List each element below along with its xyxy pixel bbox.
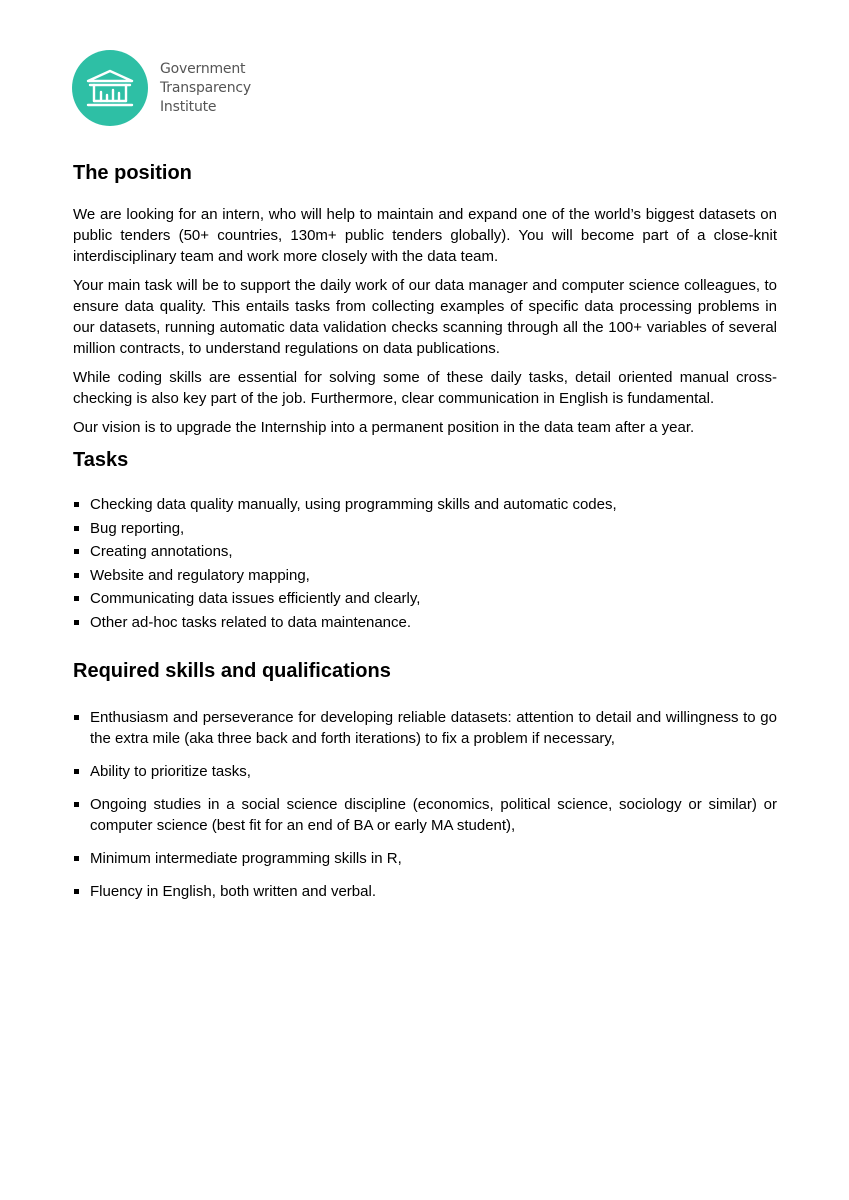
section-heading-position: The position: [73, 162, 192, 184]
tasks-list: [73, 494, 777, 633]
position-paragraph-4: Our vision is to upgrade the Internship into a permanent position in the data team after a year.: [73, 419, 695, 436]
task-item: Other ad-hoc tasks related to data maintenance.: [73, 612, 777, 633]
org-name-line-1: Government: [160, 60, 246, 77]
task-item: Website and regulatory mapping,: [73, 565, 777, 586]
skill-item: Ongoing studies in a social science discipline (economics, political science, sociology or similar) or computer science (best fit for an end of BA or early MA student),: [73, 794, 777, 836]
document-body: [73, 160, 777, 914]
skills-list: [73, 707, 777, 902]
skill-item: Minimum intermediate programming skills in R,: [73, 848, 777, 869]
section-heading-tasks: Tasks: [73, 449, 129, 471]
task-item: Checking data quality manually, using programming skills and automatic codes,: [73, 494, 777, 515]
task-item: Bug reporting,: [73, 518, 777, 539]
org-name-line-2: Transparency: [160, 79, 251, 96]
skill-item: Fluency in English, both written and verbal.: [73, 881, 777, 902]
organization-name: [160, 60, 251, 117]
task-item: Communicating data issues efficiently and clearly,: [73, 588, 777, 609]
skill-item: Enthusiasm and perseverance for developing reliable datasets: attention to detail and willingness to go the extra mile (aka three back and forth iterations) to fix a problem if necessary,: [73, 707, 777, 749]
position-paragraph-2: Your main task will be to support the daily work of our data manager and computer science colleagues, to ensure data quality. This entails tasks from collecting examples of specific data processing problems in our datasets, running automatic data validation checks scanning through all the 100+ variables of several million contracts, to understand regulations on data publications.: [73, 277, 777, 357]
position-paragraph-1: We are looking for an intern, who will help to maintain and expand one of the world’s biggest datasets on public tenders (50+ countries, 130m+ public tenders globally). You will become part of a close-knit interdisciplinary team and work more closely with the data team.: [73, 206, 777, 265]
task-item: Creating annotations,: [73, 541, 777, 562]
skill-item: Ability to prioritize tasks,: [73, 761, 777, 782]
org-name-line-3: Institute: [160, 98, 217, 115]
building-icon: [72, 50, 148, 126]
position-paragraph-3: While coding skills are essential for solving some of these daily tasks, detail oriented manual cross-checking is also key part of the job. Furthermore, clear communication in English is fundamental.: [73, 369, 777, 407]
section-heading-skills: Required skills and qualifications: [73, 659, 391, 682]
building-icon-graphic: [84, 68, 136, 108]
organization-logo: [72, 50, 251, 126]
